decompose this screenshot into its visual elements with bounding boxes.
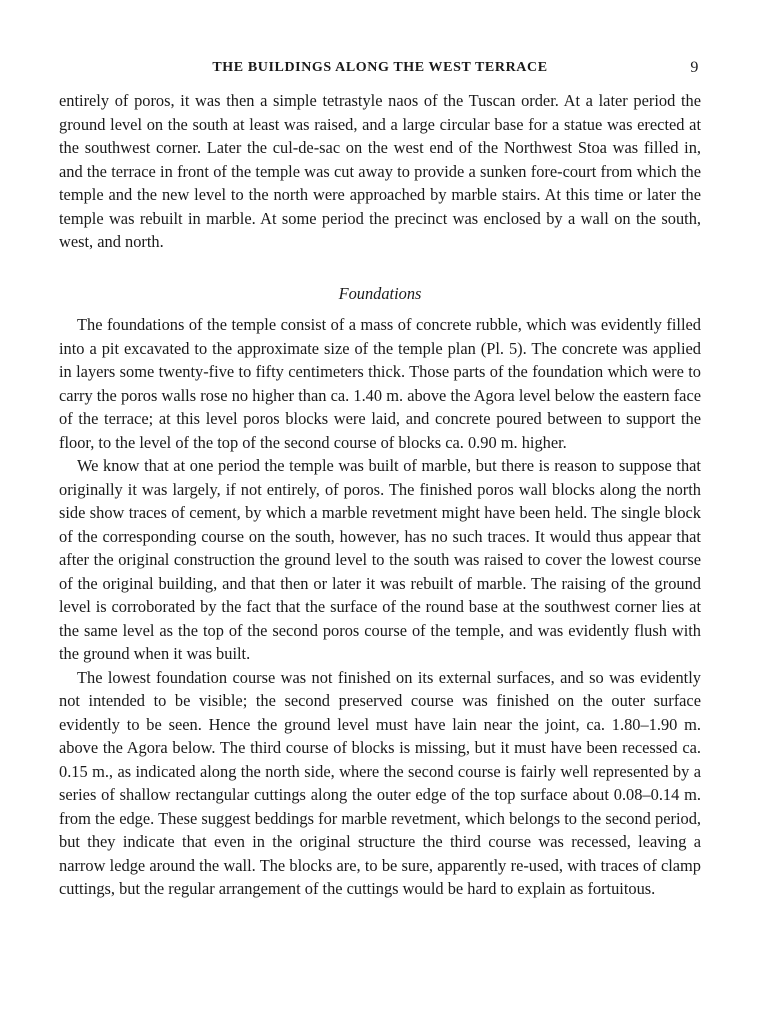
section-heading: Foundations <box>338 283 422 303</box>
running-header <box>59 58 701 82</box>
paragraph-foundations-3: The lowest foundation course was not finished on its external surfaces, and so was evidently not intended to be visible; the second preserved course was finished on the outer surface evidently to be seen. Hence the ground level must have lain near the joint, ca. 1.80–1.90 m. above the Agora below. The third course of blocks is missing, but it must have been recessed ca. 0.15 m., as indicated along the north side, where the second course is fairly well represented by a series of shallow rectangular cuttings along the outer edge of the top surface about 0.08–0.14 m. from the edge. These suggest beddings for marble revetment, which belongs to the second period, but they indicate that even in the original structure the third course was recessed, leaving a narrow ledge around the wall. The blocks are, to be sure, apparently re-used, with traces of clamp cuttings, but the regular arrangement of the cuttings would be hard to explain as fortuitous. <box>59 667 701 898</box>
paragraph-foundations-2: We know that at one period the temple was built of marble, but there is reason to suppose that originally it was largely, if not entirely, of poros. The finished poros wall blocks along the north side show traces of cement, by which a marble revetment might have been held. The single block of the corresponding course on the south, however, has no such traces. It would thus appear that after the original construction the ground level to the south was raised to cover the lowest course of the original building, and that then or later it was rebuilt of marble. The raising of the ground level is corroborated by the fact that the surface of the round base at the southwest corner lies at the same level as the top of the second poros course of the temple, and was evidently flush with the ground when it was built. <box>59 456 701 663</box>
book-page <box>59 58 701 901</box>
paragraph-foundations-1: The foundations of the temple consist of a mass of concrete rubble, which was evidently filled into a pit excavated to the approximate size of the temple plan (Pl. 5). The concrete was applied in layers some twenty-five to fifty centimeters thick. Those parts of the foundation which were to carry the poros walls rose no higher than ca. 1.40 m. above the Agora level below the eastern face of the terrace; at this level poros blocks were laid, and concrete poured between to support the floor, to the level of the top of the second course of blocks ca. 0.90 m. higher. <box>59 315 701 452</box>
body-text <box>59 89 701 901</box>
running-title: THE BUILDINGS ALONG THE WEST TERRACE <box>212 60 548 75</box>
page-number: 9 <box>690 59 699 76</box>
intro-paragraph: entirely of poros, it was then a simple tetrastyle naos of the Tuscan order. At a later period the ground level on the south at least was raised, and a large circular base for a statue was erected at the southwest corner. Later the cul-de-sac on the west end of the Northwest Stoa was filled in, and the terrace in front of the temple was cut away to provide a sunken fore-court from which the temple and the new level to the north were approached by marble stairs. At this time or later the temple was rebuilt in marble. At some period the precinct was enclosed by a wall on the south, west, and north. <box>59 91 701 251</box>
